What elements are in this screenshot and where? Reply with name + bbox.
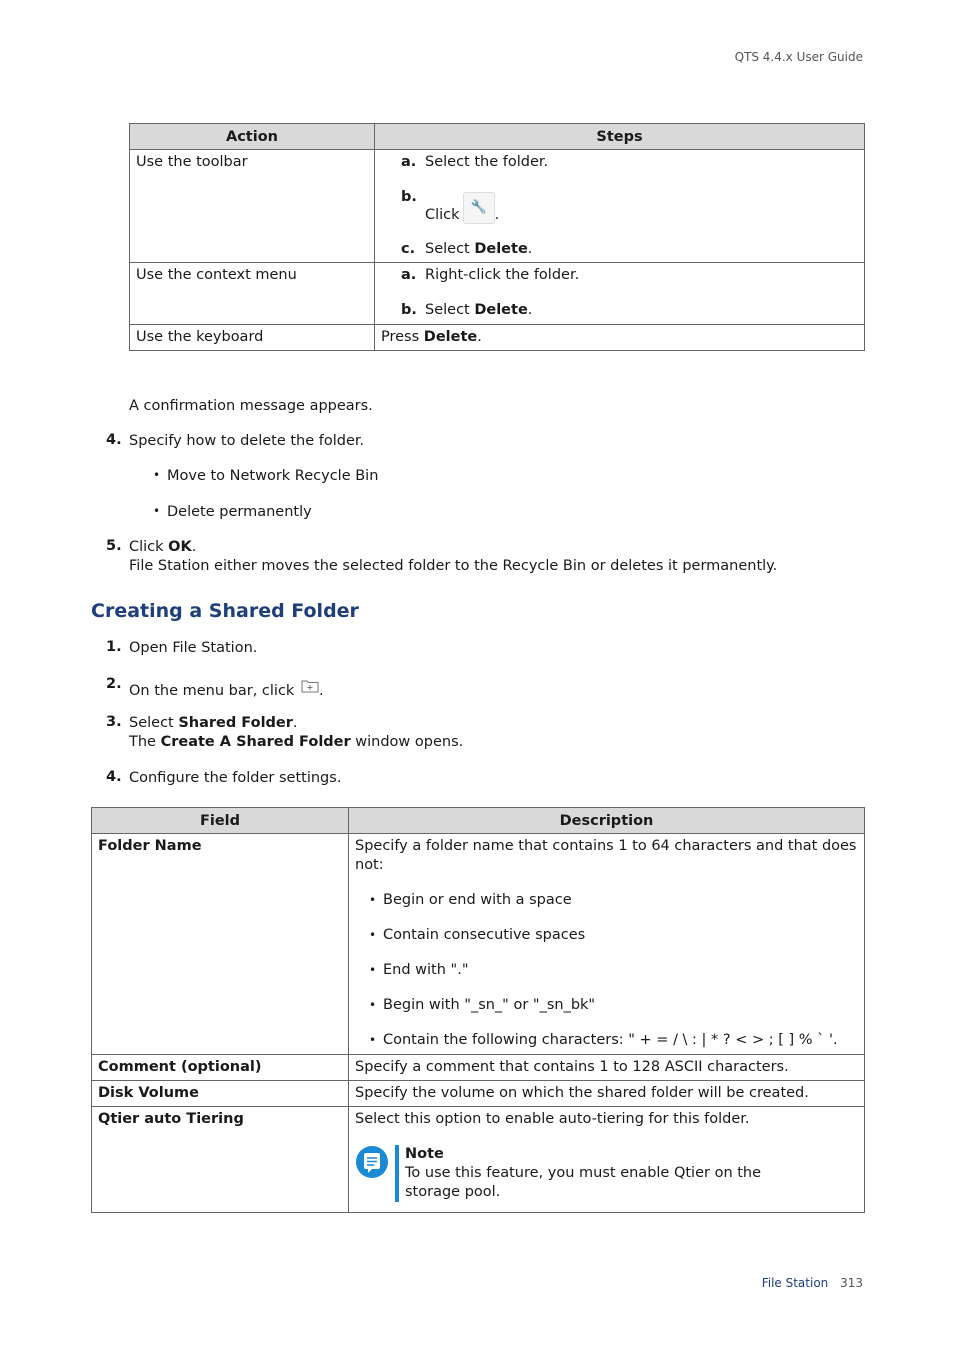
option-item: Delete permanently [167,504,312,520]
field-name: Comment (optional) [92,1055,349,1081]
new-folder-icon [301,679,319,693]
step-label: c. [401,241,416,257]
field-description: Specify a comment that contains 1 to 128 ASCII characters. [349,1055,865,1081]
step-number: 2. [106,676,122,692]
step-subtext: The Create A Shared Folder window opens. [129,734,464,750]
folder-settings-table [91,807,865,1213]
step-number: 4. [106,769,122,785]
step-label: a. [401,267,417,283]
delete-methods-table [129,123,865,351]
field-description [349,834,865,1055]
step-text: Select [425,241,475,257]
step-item [381,188,858,224]
list-item: • Begin or end with a space [369,892,572,908]
step-text: Configure the folder settings. [129,770,342,786]
field-name: Qtier auto Tiering [92,1107,349,1213]
bullet-dot: • [153,504,161,518]
note-text: To use this feature, you must enable Qtier on the storage pool. [405,1165,762,1200]
step-text: Open File Station. [129,640,258,656]
wrench-icon: 🔧 [463,192,495,224]
column-header-description: Description [349,808,865,834]
step-text: Select the folder. [425,154,549,170]
steps-cell: Press Delete. [375,325,865,351]
bullet-dot: • [153,468,161,482]
list-item: • Contain the following characters: " + = / \ : | * ? < > ; [ ] % ` '. [369,1032,838,1048]
step-text: Specify how to delete the folder. [129,433,365,449]
description-text: Select this option to enable auto-tiering for this folder. [355,1111,750,1127]
steps-cell [375,150,865,263]
guide-title: QTS 4.4.x User Guide [734,50,863,64]
step-text: Click OK. [129,539,197,555]
step-suffix: . [527,302,533,318]
step-number: 1. [106,639,122,655]
column-header-steps: Steps [375,124,865,150]
field-description: Specify the volume on which the shared folder will be created. [349,1081,865,1107]
step-item [381,266,858,285]
step-item [381,153,858,172]
step-bold: Delete [474,302,528,318]
step-text: Right-click the folder. [425,267,580,283]
page-number: 313 [840,1276,863,1290]
steps-cell [375,263,865,325]
step-suffix: . [494,207,500,223]
step-text: Select [425,302,475,318]
field-description [349,1107,865,1213]
step-text: On the menu bar, click . [129,679,324,701]
action-cell: Use the keyboard [130,325,375,351]
note-icon [355,1145,389,1179]
step-subtext: File Station either moves the selected folder to the Recycle Bin or deletes it permanently. [129,558,778,574]
description-text: Specify a folder name that contains 1 to 64 characters and that does not: [355,838,857,873]
list-item: • Begin with "_sn_" or "_sn_bk" [369,997,596,1013]
step-text: Select Shared Folder. [129,715,298,731]
column-header-field: Field [92,808,349,834]
step-number: 3. [106,714,122,730]
note-box [355,1145,858,1202]
step-bold: Delete [474,241,528,257]
step-number: 4. [106,432,122,448]
restriction-list [355,891,858,1050]
step-label: b. [401,302,417,318]
field-name: Folder Name [92,834,349,1055]
section-title: Creating a Shared Folder [91,600,359,622]
step-label: b. [401,189,417,205]
step-item [381,301,858,320]
action-cell: Use the toolbar [130,150,375,263]
footer-section: File Station [761,1276,829,1290]
column-header-action: Action [130,124,375,150]
field-name: Disk Volume [92,1081,349,1107]
step-number: 5. [106,538,122,554]
action-cell: Use the context menu [130,263,375,325]
step-suffix: . [527,241,533,257]
note-title: Note [405,1146,444,1162]
option-item: Move to Network Recycle Bin [167,468,379,484]
step-text: Click [425,207,460,223]
note-accent-bar [395,1145,399,1202]
list-item: • Contain consecutive spaces [369,927,586,943]
list-item: • End with "." [369,962,469,978]
step-label: a. [401,154,417,170]
step-item [381,240,858,259]
confirmation-text: A confirmation message appears. [129,398,373,414]
page-footer [762,1276,863,1290]
